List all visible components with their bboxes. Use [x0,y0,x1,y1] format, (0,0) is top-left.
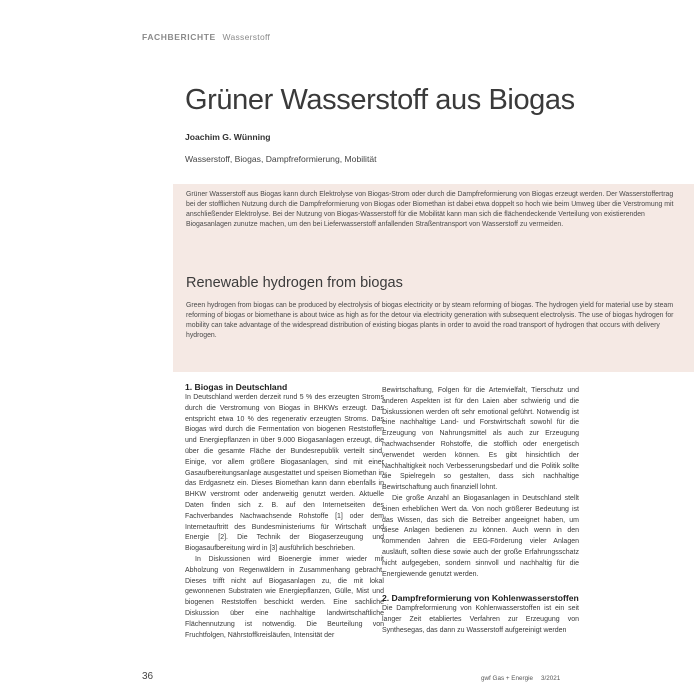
abstract-box [173,184,694,372]
section-1-paragraph-3: Die große Anzahl an Biogasanlagen in Deutschland stellt einen erheblichen Wert da. Von noch größerer Bedeutung ist das Wissen, das sich die Betreiber angeeignet haben, um diese Anlagen bedienen zu können. Auch wenn in den kommenden Jahren die EEG-Förderung vieler Anlagen ausläuft, sollten diese sowie auch der große Erfahrungsschatz nicht aufgegeben, sondern sinnvoll und nachhaltig für die Energiewende genutzt werden. [382,494,579,578]
section-1-heading: 1. Biogas in Deutschland [185,382,288,392]
running-header [142,32,270,42]
section-1-paragraph-2: In Diskussionen wird Bioenergie immer wieder mit Abholzung von Regenwäldern in Zusammenhang gebracht. Dieses trifft nicht auf Biogasanlagen zu, die mit lokal gewonnenen Substraten wie Energiepflanzen, Gülle, Mist und biogenen Reststoffen beschickt werden. Eine sachliche Diskussion über eine nachhaltige landwirtschaftliche Flächennutzung ist notwendig. Die Beurteilung von Fruchtfolgen, Nährstoffkreisläufen, Intensität der [185,555,384,639]
page-number: 36 [142,671,154,682]
article-keywords: Wasserstoff, Biogas, Dampfreformierung, Mobilität [185,154,377,164]
publication-name: gwf Gas + Energie [481,675,533,682]
article-title: Grüner Wasserstoff aus Biogas [185,84,575,116]
section-1-paragraph-1: In Deutschland werden derzeit rund 5 % des erzeugten Stroms durch die Verstromung von Biogas in BHKWs erzeugt. Das entspricht etwa 10 % des regenerativ erzeugten Stroms. Das Biogas wird durch die Fermentation von biogenen Reststoffen und Energiepflanzen in über 9.000 Biogasanlagen erzeugt, die über die gesamte Fläche der Bundesrepublik verteilt sind. Einige, vor allem größere Biogasanlagen, sind mit einer Gasaufbereitungsanlage ausgestattet und speisen Biomethan in das Erdgasnetz ein. Dieses Biomethan kann dann ebenfalls in BHKW verstromt oder anderweitig genutzt werden. Aktuelle Daten finden sich z. B. auf den Internetseiten des Fachverbandes Nachwachsende Rohstoffe [1] oder dem Internetauftritt des Bundesministeriums für Wirtschaft und Energie [2]. Die Technik der Biogaserzeugung und Biogasaufbereitung wird in [3] ausführlich beschrieben. [185,394,384,553]
body-column-left [185,382,384,641]
abstract-english: Green hydrogen from biogas can be produced by electrolysis of biogas electricity or by steam reforming of biogas. The hydrogen yield for material use by steam reforming of biogas or biomethane is about twice as high as for the detour via electricity generation with subsequent electrolysis. The use of biogas hydrogen for mobility can take advantage of the widespread distribution of existing biogas plants in order to avoid the road transport of hydrogen that occurs with delivery hydrogen. [186,302,674,340]
section-1-paragraph-2-continued: Bewirtschaftung, Folgen für die Artenvielfalt, Tierschutz und anderen Aspekten ist für den Laien aber schwierig und die Diskussionen werden oft sehr emotional geführt. Notwendig ist eine nachhaltige Land- und Forstwirtschaft sowohl für die Erzeugung von Nahrungsmittel als auch zur Erzeugung nachwachsender Rohstoffe, die stofflich oder energetisch verwendet werden können. Es gibt hinsichtlich der Nachhaltigkeit noch Verbesserungsbedarf und die Politik sollte die Spielregeln so gestalten, dass sich nachhaltige Bewirtschaftung auch finanziell lohnt. [382,387,579,492]
header-section: FACHBERICHTE [142,32,216,42]
section-2-heading: 2. Dampfreformierung von Kohlenwasserstoffen [382,593,579,604]
issue-number: 3/2021 [540,675,561,682]
body-column-right [382,386,579,637]
header-subsection: Wasserstoff [222,32,271,42]
footer-publication [481,675,560,682]
article-author: Joachim G. Wünning [185,132,271,142]
abstract-german: Grüner Wasserstoff aus Biogas kann durch Elektrolyse von Biogas-Strom oder durch die Dampfreformierung von Biogas erzeugt werden. Der Wasserstoffertrag bei der stofflichen Nutzung durch die Dampfreformierung von Biogas oder Biomethan ist dabei etwa doppelt so hoch wie beim Umweg über die Verstromung mit anschließender Elektrolyse. Bei der Nutzung von Biogas-Wasserstoff für die Mobilität kann man sich die flächendeckende Verteilung von existierenden Biogasanlagen zunutze machen, um den bei Lieferwasserstoff anfallenden Straßentransport von Wasserstoff zu vermeiden. [186,191,674,229]
english-title: Renewable hydrogen from biogas [186,275,403,291]
section-2-paragraph-1: Die Dampfreformierung von Kohlenwasserstoffen ist ein seit langer Zeit etabliertes Verfahren zur Erzeugung von Synthesegas, das dann zu Wasserstoff aufgereinigt werden [382,605,579,634]
